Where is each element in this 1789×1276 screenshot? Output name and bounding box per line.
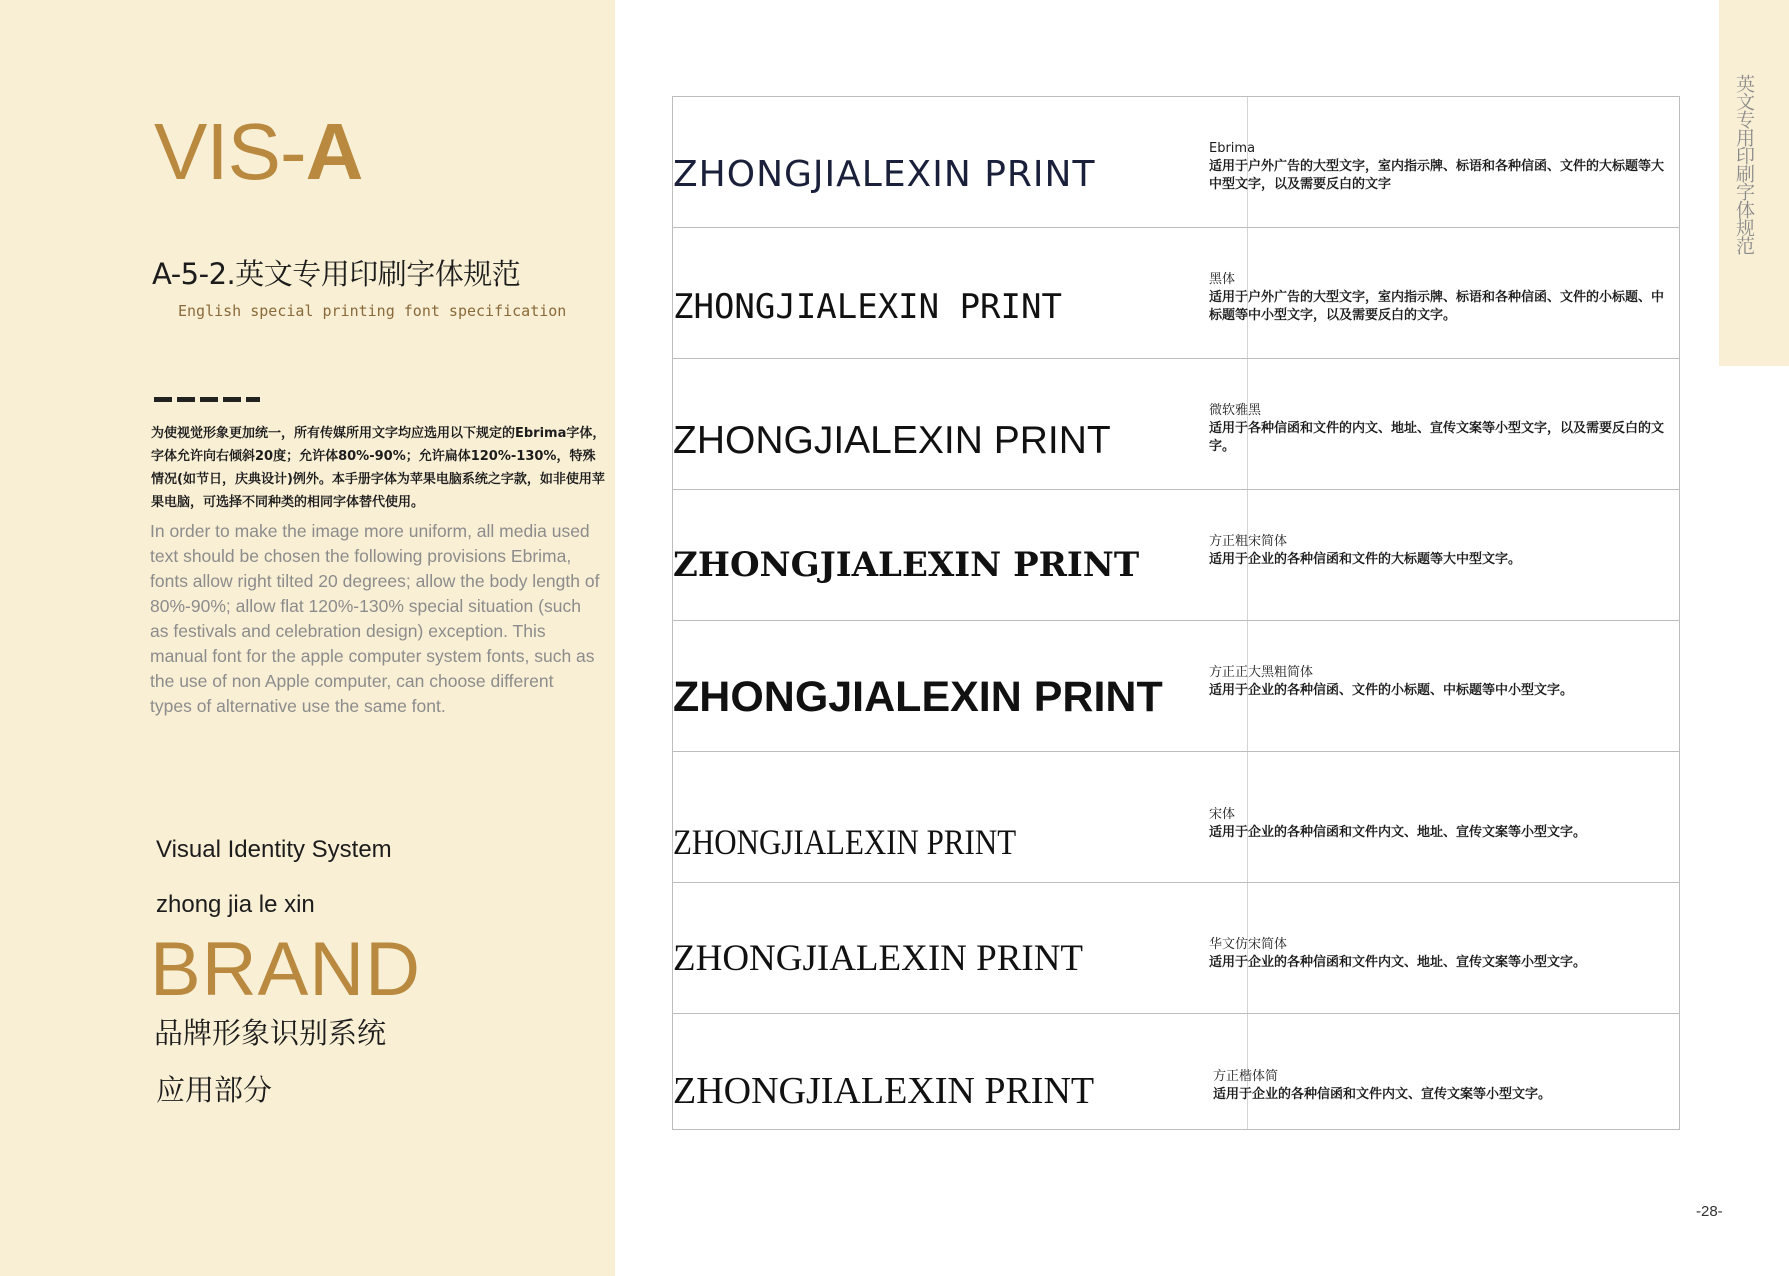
dash-divider xyxy=(154,397,260,402)
font-usage: 适用于企业的各种信函和文件内文、宣传文案等小型文字。 xyxy=(1213,1087,1552,1102)
page-number: -28- xyxy=(1696,1203,1723,1220)
font-name: 方正粗宋简体 xyxy=(1209,534,1288,549)
font-sample: ZHONGJIALEXIN PRINT xyxy=(673,154,1096,195)
font-name: Ebrima xyxy=(1209,141,1256,156)
brand-cn-label: 品牌形象识别系统 xyxy=(154,1016,387,1050)
font-usage: 适用于企业的各种信函和文件内文、地址、宣传文案等小型文字。 xyxy=(1209,825,1587,840)
font-sample: ZHONGJIALEXIN PRINT xyxy=(673,673,1163,721)
font-usage: 适用于户外广告的大型文字，室内指示牌、标语和各种信函、文件的小标题、中标题等中小型文字，以及需要反白的文字。 xyxy=(1209,290,1665,323)
font-usage: 适用于企业的各种信函、文件的小标题、中标题等中小型文字。 xyxy=(1209,683,1574,698)
section-title: A-5-2.英文专用印刷字体规范 xyxy=(152,257,521,291)
font-description xyxy=(1209,271,1669,325)
font-usage: 适用于企业的各种信函和文件内文、地址、宣传文案等小型文字。 xyxy=(1209,955,1587,970)
intro-en-paragraph: In order to make the image more uniform, all media used text should be chosen the following provisions Ebrima, fonts allow right tilted 20 degrees; allow the body length of 80%-90%; allow flat 120%-130% special situation (such as festivals and celebration design) exception. This manual font for the apple computer system fonts, such as the use of non Apple computer, can choose different types of alternative use the same font. xyxy=(150,521,600,716)
font-sample: ZHONGJIALEXIN PRINT xyxy=(673,419,1111,462)
font-sample: ZHONGJIALEXIN PRINT xyxy=(673,938,1084,979)
system-label: Visual Identity System xyxy=(156,836,392,863)
font-row-ebrima xyxy=(673,97,1679,228)
font-description xyxy=(1209,140,1669,194)
intro-cn-paragraph: 为使视觉形象更加统一，所有传媒所用文字均应选用以下规定的Ebrima字体，字体允许向右倾斜20度；允许体80%-90%；允许扁体120%-130%，特殊情况(如节日，庆典设计)例外。本手册字体为苹果电脑系统之字款，如非使用苹果电脑，可选择不同种类的相同字体替代使用。 xyxy=(151,426,606,510)
font-name: 微软雅黑 xyxy=(1209,403,1262,418)
font-table xyxy=(672,96,1680,1130)
brand-word: BRAND xyxy=(150,927,422,1012)
font-row-yahei xyxy=(673,359,1679,490)
font-row-dahei xyxy=(673,621,1679,752)
font-usage: 适用于各种信函和文件的内文、地址、宣传文案等小型文字，以及需要反白的文字。 xyxy=(1209,421,1665,454)
font-description xyxy=(1209,806,1669,842)
font-description xyxy=(1209,533,1669,569)
brand-name-label: zhong jia le xin xyxy=(156,891,315,918)
vis-prefix: VIS- xyxy=(154,107,306,196)
vis-letter: A xyxy=(305,107,363,196)
font-description xyxy=(1209,936,1669,972)
section-subtitle: English special printing font specification xyxy=(178,302,567,320)
font-name: 宋体 xyxy=(1209,807,1236,822)
font-name: 华文仿宋简体 xyxy=(1209,937,1288,952)
font-row-songti xyxy=(673,752,1679,883)
brand-part-label: 应用部分 xyxy=(156,1073,273,1107)
font-name: 方正正大黑粗简体 xyxy=(1209,665,1314,680)
font-row-fangsong xyxy=(673,883,1679,1014)
font-sample: ZHONGJIALEXIN PRINT xyxy=(673,545,1140,585)
font-usage: 适用于企业的各种信函和文件的大标题等大中型文字。 xyxy=(1209,552,1522,567)
font-description xyxy=(1213,1068,1673,1104)
font-name: 方正楷体简 xyxy=(1213,1069,1279,1084)
font-sample: ZHONGJIALEXIN PRINT xyxy=(673,1070,1095,1112)
font-sample: ZHONGJIALEXIN PRINT xyxy=(673,822,1017,862)
side-tab-label: 英文专用印刷字体规范 xyxy=(1733,74,1755,254)
font-row-cusong xyxy=(673,490,1679,621)
font-description xyxy=(1209,402,1669,456)
vis-title xyxy=(154,107,363,196)
font-sample: ZHONGJIALEXIN PRINT xyxy=(673,287,1062,327)
font-usage: 适用于户外广告的大型文字，室内指示牌、标语和各种信函、文件的大标题等大中型文字，以及需要反白的文字 xyxy=(1209,159,1665,192)
font-row-heiti xyxy=(673,228,1679,359)
font-name: 黑体 xyxy=(1209,272,1236,287)
font-description xyxy=(1209,664,1669,700)
font-row-kaiti xyxy=(673,1014,1679,1130)
